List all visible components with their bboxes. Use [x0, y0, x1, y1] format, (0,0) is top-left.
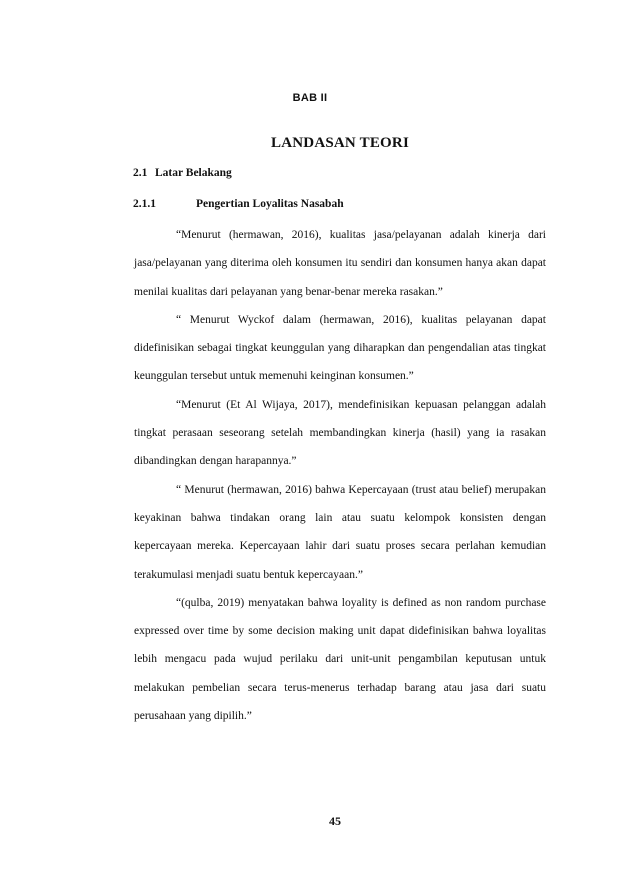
- body-text: [134, 221, 546, 730]
- subsection-heading: [133, 198, 344, 210]
- section-title: Latar Belakang: [155, 167, 232, 179]
- paragraph: “ Menurut (hermawan, 2016) bahwa Kepercayaan (trust atau belief) merupakan keyakinan bahwa tindakan orang lain atau suatu kelompok konsisten dengan kepercayaan mereka. Kepercayaan lahir dari suatu proses secara perlahan kemudian terakumulasi menjadi suatu bentuk kepercayaan.”: [134, 483, 546, 581]
- page-number: 45: [329, 814, 341, 828]
- section-number: 2.1: [133, 167, 148, 179]
- paragraph: “Menurut (Et Al Wijaya, 2017), mendefinisikan kepuasan pelanggan adalah tingkat perasaan seseorang setelah membandingkan kinerja (hasil) yang ia rasakan dibandingkan dengan harapannya.”: [134, 398, 546, 468]
- paragraph: “ Menurut Wyckof dalam (hermawan, 2016), kualitas pelayanan dapat didefinisikan sebagai tingkat keunggulan yang diharapkan dan pengendalian atas tingkat keunggulan tersebut untuk memenuhi keinginan konsumen.”: [134, 313, 546, 383]
- section-heading: [133, 167, 232, 179]
- paragraph: “(qulba, 2019) menyatakan bahwa loyality is defined as non random purchase expressed over time by some decision making unit dapat didefinisikan bahwa loyalitas lebih mengacu pada wujud perilaku dari unit-unit pengambilan keputusan untuk melakukan pembelian secara terus-menerus terhadap barang atau jasa dari suatu perusahaan yang dipilih.”: [134, 596, 546, 723]
- paragraph: “Menurut (hermawan, 2016), kualitas jasa/pelayanan adalah kinerja dari jasa/pelayanan yang diterima oleh konsumen itu sendiri dan konsumen hanya akan dapat menilai kualitas dari pelayanan yang benar-benar mereka rasakan.”: [134, 229, 546, 298]
- chapter-title: LANDASAN TEORI: [271, 135, 409, 151]
- subsection-number: 2.1.1: [133, 198, 156, 210]
- chapter-label: BAB II: [292, 92, 328, 104]
- subsection-title: Pengertian Loyalitas Nasabah: [196, 198, 344, 210]
